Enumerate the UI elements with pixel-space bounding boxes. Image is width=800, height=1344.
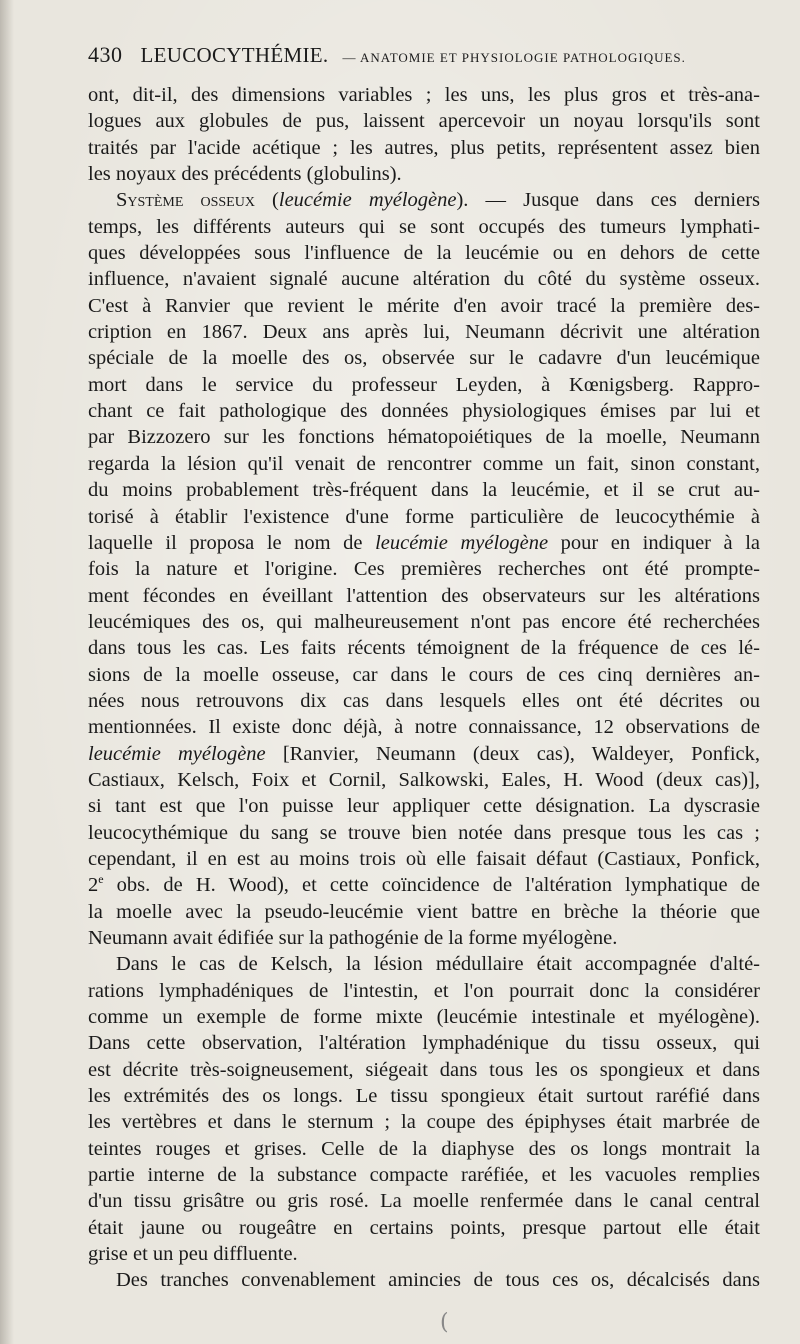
running-title: LEUCOCYTHÉMIE. (140, 43, 329, 67)
text-line: Neumann avait édifiée sur la pathogénie de la forme myélogène. (88, 927, 618, 949)
text-line: leucémiques des os, qui malheureusement n'ont pas encore été recherchées (88, 610, 760, 633)
text-line: spéciale de la moelle des os, observée sur le cadavre d'un leucémique (88, 347, 760, 370)
running-header (88, 42, 788, 76)
text-line: ques développées sous l'influence de la leucémie ou en dehors de cette (88, 242, 760, 265)
section-heading: Système osseux (116, 189, 255, 212)
text-line: par Bizzozero sur les fonctions hématopoiétiques de la moelle, Neumann (88, 426, 760, 449)
text-line: dans tous les cas. Les faits récents témoignent de la fréquence de ces lé- (88, 637, 760, 660)
text-line: comme un exemple de forme mixte (leucémie intestinale et myélogène). (88, 1006, 760, 1029)
text-line: du moins probablement très-fréquent dans la leucémie, et il se crut au- (88, 479, 760, 502)
text-line: fois la nature et l'origine. Ces premières recherches ont été prompte- (88, 558, 760, 581)
text-line: cription en 1867. Deux ans après lui, Neumann décrivit une altération (88, 321, 760, 344)
text-line: cependant, il en est au moins trois où elle faisait défaut (Castiaux, Ponfick, (88, 847, 760, 870)
running-subtitle: — ANATOMIE ET PHYSIOLOGIE PATHOLOGIQUES. (342, 50, 686, 65)
text-line: regarda la lésion qu'il venait de rencontrer comme un fait, sinon constant, (88, 452, 760, 475)
text-line: nées nous retrouvons dix cas dans lesquels elles ont été décrites ou (88, 689, 760, 712)
binding-shadow (0, 0, 14, 1344)
emphasis-term: leucémie myélogène (278, 189, 457, 212)
text-line: la moelle avec la pseudo-leucémie vient battre en brèche la théorie que (88, 900, 760, 923)
text-line: chant ce fait pathologique des données physiologiques émises par lui et (88, 400, 760, 423)
text-line: mort dans le service du professeur Leyden, à Kœnigsberg. Rappro- (88, 373, 760, 396)
text-line: grise et un peu diffluente. (88, 1243, 298, 1266)
text-line: temps, les différents auteurs qui se sont occupés des tumeurs lymphati- (88, 215, 760, 238)
paragraph-start: Dans le cas de Kelsch, la lésion médullaire était accompagnée d'alté- (116, 953, 760, 976)
text-line: torisé à établir l'existence d'une forme particulière de leucocythémie à (88, 505, 760, 528)
text-line: les extrémités des os longs. Le tissu spongieux était surtout raréfié dans (88, 1085, 760, 1108)
text-line: sions de la moelle osseuse, car dans le cours de ces cinq dernières an- (88, 663, 760, 686)
text-line: logues aux globules de pus, laissent apercevoir un noyau lorsqu'ils sont (88, 110, 760, 133)
text-line: ont, dit-il, des dimensions variables ; les uns, les plus gros et très-ana- (88, 84, 760, 106)
body-text (88, 82, 760, 1294)
text-line: mentionnées. Il existe donc déjà, à notre connaissance, 12 observations de (88, 716, 760, 739)
page-number: 430 (88, 42, 123, 67)
section-heading-line: Système osseux (leucémie myélogène). — Jusque dans ces derniers (116, 189, 760, 212)
text-line: leucocythémique du sang se trouve bien notée dans presque tous les cas ; (88, 821, 760, 844)
text-line: les vertèbres et dans le sternum ; la coupe des épiphyses était marbrée de (88, 1111, 760, 1134)
text-line: était jaune ou rougeâtre en certains points, presque partout elle était (88, 1216, 760, 1239)
paragraph-start: Des tranches convenablement amincies de tous ces os, décalcisés dans (116, 1269, 760, 1292)
text-line: d'un tissu grisâtre ou gris rosé. La moelle renfermée dans le canal central (88, 1190, 760, 1213)
text-line: influence, n'avaient signalé aucune altération du côté du système osseux. (88, 268, 760, 291)
text-line: leucémie myélogène [Ranvier, Neumann (deux cas), Waldeyer, Ponfick, (88, 742, 760, 765)
text-line: ment fécondes en éveillant l'attention des observateurs sur les altérations (88, 584, 760, 607)
text-line: C'est à Ranvier que revient le mérite d'en avoir tracé la première des- (88, 294, 760, 317)
emphasis-term: leucémie myélogène (88, 742, 266, 765)
text-line: partie interne de la substance compacte raréfiée, et les vacuoles remplies (88, 1164, 760, 1187)
text-line: teintes rouges et grises. Celle de la diaphyse des os longs montrait la (88, 1137, 760, 1160)
text-line: rations lymphadéniques de l'intestin, et l'on pourrait donc la considérer (88, 979, 760, 1002)
text-line: 2e obs. de H. Wood), et cette coïncidence de l'altération lymphatique de (88, 872, 760, 897)
text-line: laquelle il proposa le nom de leucémie myélogène pour en indiquer à la (88, 531, 760, 554)
text-line: est décrite très-soigneusement, siégeait dans tous les os spongieux et dans (88, 1058, 760, 1081)
superscript: e (98, 872, 104, 887)
ink-mark: ( (440, 1310, 449, 1335)
text-line: les noyaux des précédents (globulins). (88, 163, 402, 186)
emphasis-term: leucémie myélogène (375, 531, 549, 554)
text-line: traités par l'acide acétique ; les autres, plus petits, représentent assez bien (88, 136, 760, 159)
text-line: Castiaux, Kelsch, Foix et Cornil, Salkowski, Eales, H. Wood (deux cas)], (88, 768, 760, 791)
text-line: si tant est que l'on puisse leur appliquer cette désignation. La dyscrasie (88, 795, 760, 818)
text-line: Dans cette observation, l'altération lymphadénique du tissu osseux, qui (88, 1032, 760, 1055)
